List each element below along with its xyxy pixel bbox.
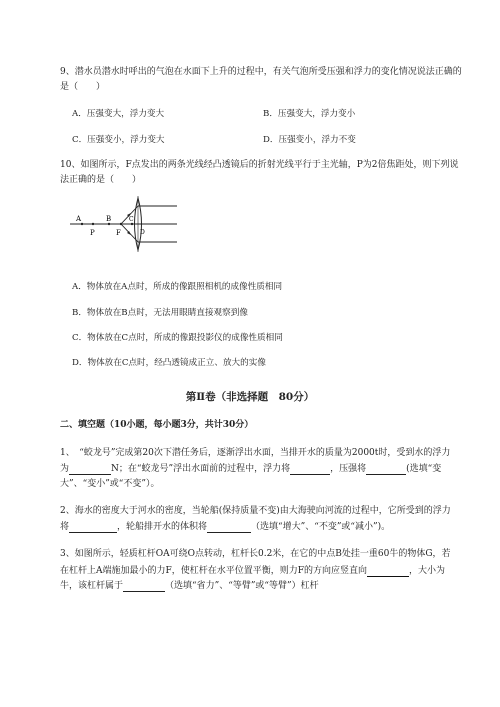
fill-q3-blank-2[interactable] (123, 581, 165, 592)
q9-stem-line1: 9、潜水员潜水时呼出的气泡在水面下上升的过程中，有关气泡所受压强和浮力的变化情况说法正确的 (60, 67, 462, 77)
q10-stem-line2: 法正确的是（ ） (60, 175, 142, 185)
fill-q3-line1: 3、如图所示，轻质杠杆OA可绕O点转动，杠杆长0.2米，在它的中点B处挂一重60牛的物体G，若 (60, 549, 451, 559)
fill-q2-line2 (60, 521, 390, 533)
fill-q1-blank-1[interactable] (69, 464, 111, 475)
lens-diagram (65, 193, 185, 255)
q9-option-a: A．压强变大，浮力变大 (72, 109, 165, 119)
section2-heading: 二、填空题（10小题，每小题3分，共计30分） (60, 420, 254, 430)
fill-q1-blank-3[interactable] (366, 464, 406, 475)
q10-option-d: D．物体放在C点时，经凸透镜成正立、放大的实像 (72, 358, 266, 368)
fill-q2-text-a: 将 (60, 522, 70, 532)
q10-option-b: B．物体放在B点时，无法用眼睛直接观察到像 (72, 308, 248, 318)
fill-q2-blank-2[interactable] (207, 522, 251, 533)
label-c: C (129, 216, 134, 223)
q9-option-d: D．压强变小，浮力不变 (263, 135, 356, 145)
point-f-dot (120, 223, 122, 225)
q10-option-c: C．物体放在C点时，所成的像跟投影仪的成像性质相同 (72, 333, 283, 343)
fill-q3-text-b: ，大小为 (409, 566, 446, 576)
fill-q1-line1: 1、 “蛟龙号”完成第20次下潜任务后，逐渐浮出水面，当排开水的质量为2000t时，受到水的浮力 (60, 448, 451, 458)
fill-q3-text-c: 牛，该杠杆属于 (60, 581, 124, 591)
fill-q3-text-a: 在杠杆上A端施加最小的力F，使杠杆在水平位置平衡，则力F的方向应竖直向 (60, 566, 367, 576)
q9-option-b: B．压强变大，浮力变小 (263, 109, 356, 119)
label-a: A (76, 215, 82, 223)
fill-q2-text-b: ，轮船排开水的体积将 (117, 522, 208, 532)
label-p: P (90, 229, 95, 237)
q9-option-c: C．压强变小，浮力变大 (72, 135, 165, 145)
q10-option-a: A．物体放在A点时，所成的像跟照相机的成像性质相同 (72, 282, 283, 292)
fill-q2-text-c: （选填“增大”、“不变”或“减小”)。 (251, 522, 391, 532)
fill-q1-text-d: (选填“变 (406, 464, 442, 474)
q10-stem-line1: 10、如图所示，F点发出的两条光线经凸透镜后的折射光线平行于主光轴，P为2倍焦距处，则下列说 (60, 160, 459, 170)
fill-q3-blank-1[interactable] (367, 566, 409, 577)
fill-q1-text-c: ，压强将 (330, 464, 367, 474)
fill-q2-line1: 2、海水的密度大于河水的密度，当轮船(保持质量不变)由大海驶向河流的过程中，它所受到的浮力 (60, 506, 451, 516)
q9-stem-line2: 是（ ） (60, 82, 106, 92)
fill-q1-line2 (60, 463, 441, 475)
point-c-dot (131, 223, 133, 225)
fill-q1-text-b: N；在“蛟龙号”浮出水面前的过程中，浮力将 (111, 464, 291, 474)
part2-title: 第Ⅱ卷（非选择题 80分） (185, 391, 315, 403)
fill-q3-line2 (60, 565, 445, 577)
fill-q2-blank-1[interactable] (69, 522, 117, 533)
fill-q1-line3: 大”、“变小”或“不变”）。 (60, 479, 160, 489)
fill-q1-blank-2[interactable] (290, 464, 330, 475)
point-a-dot (81, 223, 83, 225)
label-b: B (106, 215, 112, 223)
label-d: D (140, 229, 145, 236)
point-b-dot (108, 223, 110, 225)
fill-q3-line3 (60, 580, 319, 592)
point-p-dot (92, 223, 94, 225)
fill-q1-text-a: 为 (60, 464, 70, 474)
label-f: F (116, 229, 121, 237)
fill-q3-text-d: （选填“省力”、“等臂”或“等臂”）杠杆 (165, 581, 319, 591)
